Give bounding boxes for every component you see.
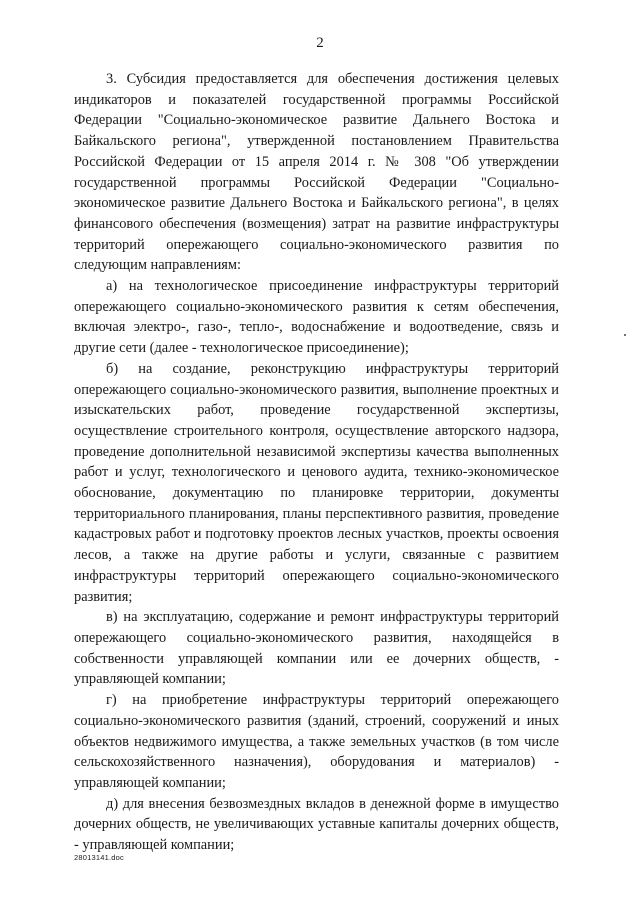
- document-body: [74, 69, 559, 856]
- page-number: 2: [316, 35, 324, 51]
- subparagraph-d: д) для внесения безвозмездных вкладов в денежной форме в имущество дочерних обществ, не увеличивающих уставные капиталы дочерних обществ, - управляющей компании;: [74, 795, 559, 854]
- scan-speck: [624, 334, 626, 336]
- subparagraph-v: в) на эксплуатацию, содержание и ремонт инфраструктуры территорий опережающего социально-экономического развития, находящейся в собственности управляющей компании или ее дочерних обществ, - управляющей компании;: [74, 609, 559, 688]
- subparagraph-b: б) на создание, реконструкцию инфраструктуры территорий опережающего социально-экономического развития, выполнение проектных и изыскательских работ, проведение государственной экспертизы, осуществление строительного контроля, осуществление авторского надзора, проведение дополнительной независимой экспертизы качества выполненных работ и услуг, технологического и ценового аудита, технико-экономическое обоснование, документацию по планировке территории, документы территориального планирования, планы перспективного развития, проведение кадастровых работ и подготовку проектов лесных участков, проекты освоения лесов, а также на другие работы и услуги, связанные с развитием инфраструктуры территорий опережающего социально-экономического развития;: [74, 360, 559, 605]
- paragraph-3: 3. Субсидия предоставляется для обеспечения достижения целевых индикаторов и показателей государственной программы Российской Федерации "Социально-экономическое развитие Дальнего Востока и Байкальского региона", утвержденной постановлением Правительства Российской Федерации от 15 апреля 2014 г. № 308 "Об утверждении государственной программы Российской Федерации "Социально-экономическое развитие Дальнего Востока и Байкальского региона", в целях финансового обеспечения (возмещения) затрат на развитие инфраструктуры территорий опережающего социально-экономического развития по следующим направлениям:: [74, 71, 559, 274]
- subparagraph-a: а) на технологическое присоединение инфраструктуры территорий опережающего социально-экономического развития к сетям обеспечения, включая электро-, газо-, тепло-, водоснабжение и водоотведение, связь и другие сети (далее - технологическое присоединение);: [74, 278, 559, 357]
- subparagraph-g: г) на приобретение инфраструктуры территорий опережающего социально-экономического развития (зданий, строений, сооружений и иных объектов недвижимого имущества, а также земельных участков (в том числе сельскохозяйственного назначения), оборудования и материалов) - управляющей компании;: [74, 692, 559, 791]
- document-file-code: 28013141.doc: [74, 853, 124, 862]
